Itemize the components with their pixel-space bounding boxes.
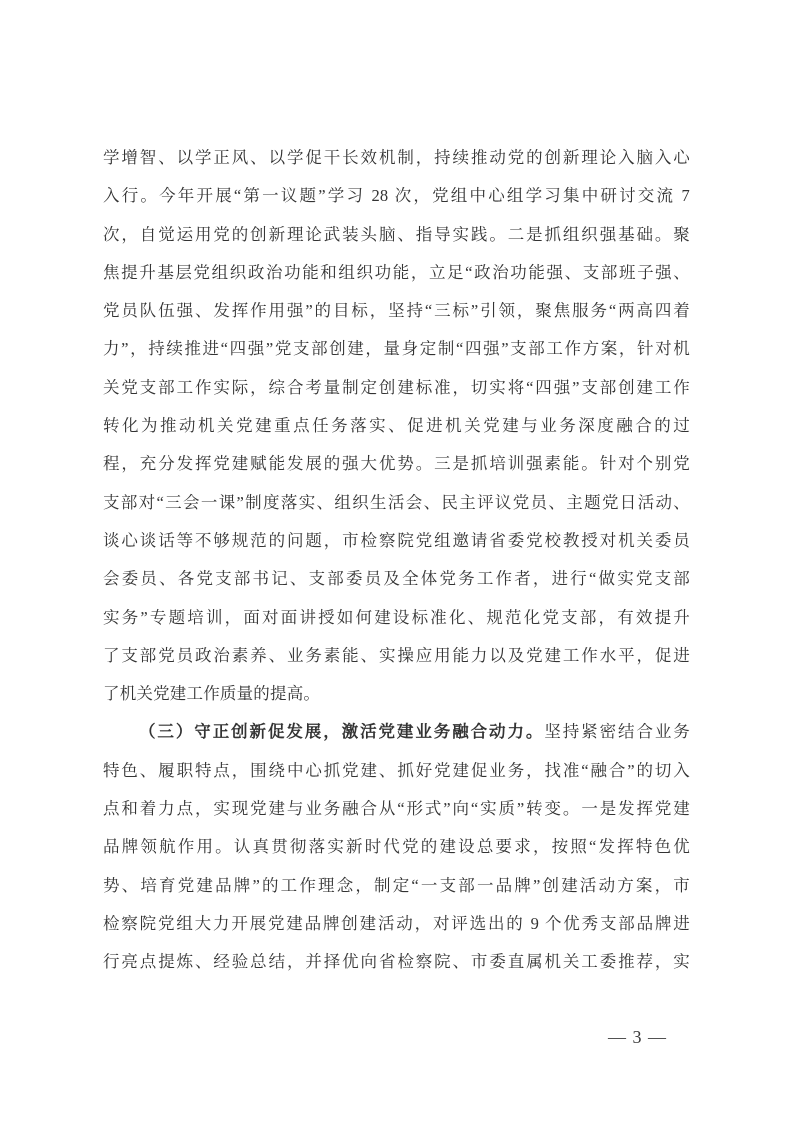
body-text-run: 检察院党组大力开展党建品牌创建活动，对评选出的 9 个优秀支部品牌进 (103, 913, 690, 933)
text-line (103, 216, 690, 254)
body-text-run: 坚持紧密结合业务 (544, 722, 690, 742)
text-line (103, 637, 690, 675)
body-text-run: 针对个别党 (599, 454, 691, 474)
body-text-run: 程，充分发挥党建赋能发展的强大优势。 (103, 454, 435, 474)
body-text-run: 聚 (673, 224, 690, 244)
text-line (103, 790, 690, 828)
body-text (103, 139, 690, 982)
body-text-run: 党员队伍强、发挥作用强”的目标，坚持“三标”引领，聚焦服务“两高四着 (103, 301, 690, 321)
text-line (103, 560, 690, 598)
body-text-run: 势、培育党建品牌”的工作理念，制定“一支部一品牌”创建活动方案，市 (103, 875, 690, 895)
text-line (103, 752, 690, 790)
body-text-run: 入行。今年开展“第一议题”学习 28 次，党组中心组学习集中研讨交流 7 (103, 186, 690, 206)
text-line (103, 407, 690, 445)
body-text-run: 特色、履职特点，围绕中心抓党建、抓好党建促业务，找准“融合”的切入 (103, 760, 690, 780)
body-text-run: 实务”专题培训，面对面讲授如何建设标准化、规范化党支部，有效提升 (103, 607, 690, 627)
body-text-run: 谈心谈话等不够规范的问题，市检察院党组邀请省委党校教授对机关委员 (103, 530, 690, 550)
body-text-run: 会委员、各党支部书记、支部委员及全体党务工作者，进行“做实党支部 (103, 569, 690, 589)
text-line (103, 139, 690, 177)
emphasis-bold-text: （三）守正创新促发展，激活党建业务融合动力。 (139, 722, 545, 742)
body-text-run: 行亮点提炼、经验总结，并择优向省检察院、市委直属机关工委推荐，实 (103, 952, 690, 972)
text-line (103, 943, 690, 981)
text-line (103, 599, 690, 637)
body-text-run: 转化为推动机关党建重点任务落实、促进机关党建与业务深度融合的过 (103, 416, 690, 436)
body-text-run: 了机关党建工作质量的提高。 (103, 684, 321, 704)
text-line (103, 177, 690, 215)
text-line (103, 675, 690, 713)
text-line (103, 828, 690, 866)
body-text-run: 点和着力点，实现党建与业务融合从“形式”向“实质”转变。 (103, 799, 582, 819)
body-text-run: 力”，持续推进“四强”党支部创建，量身定制“四强”支部工作方案，针对机 (103, 339, 690, 359)
emphasis-kai-text: 品牌领航作用。 (103, 837, 234, 857)
body-text-run: 关党支部工作实际，综合考量制定创建标准，切实将“四强”支部创建工作 (103, 377, 690, 397)
text-line (103, 522, 690, 560)
body-text-run: 了支部党员政治素养、业务素能、实操应用能力以及党建工作水平，促进 (103, 645, 690, 665)
text-line (103, 292, 690, 330)
text-line (103, 330, 690, 368)
text-line (103, 254, 690, 292)
body-text-run: 学增智、以学正风、以学促干长效机制，持续推动党的创新理论入脑入心 (103, 148, 690, 167)
body-text-run: 支部对“三会一课”制度落实、组织生活会、民主评议党员、主题党日活动、 (103, 492, 690, 512)
text-line (103, 369, 690, 407)
text-line (103, 484, 690, 522)
emphasis-kai-text: 二是抓组织强基础。 (507, 224, 674, 244)
emphasis-kai-text: 一是发挥党建 (581, 799, 690, 819)
text-line (103, 905, 690, 943)
page-number: — 3 — (608, 1027, 667, 1047)
page-footer (103, 1027, 667, 1048)
text-line (103, 867, 690, 905)
text-line (103, 445, 690, 483)
body-text-run: 焦提升基层党组织政治功能和组织功能，立足“政治功能强、支部班子强、 (103, 262, 690, 282)
emphasis-kai-text: 三是抓培训强素能。 (434, 454, 600, 474)
body-text-run: 次，自觉运用党的创新理论武装头脑、指导实践。 (103, 224, 508, 244)
body-text-run: 认真贯彻落实新时代党的建设总要求，按照“发挥特色优 (233, 837, 691, 857)
text-line (103, 713, 690, 751)
